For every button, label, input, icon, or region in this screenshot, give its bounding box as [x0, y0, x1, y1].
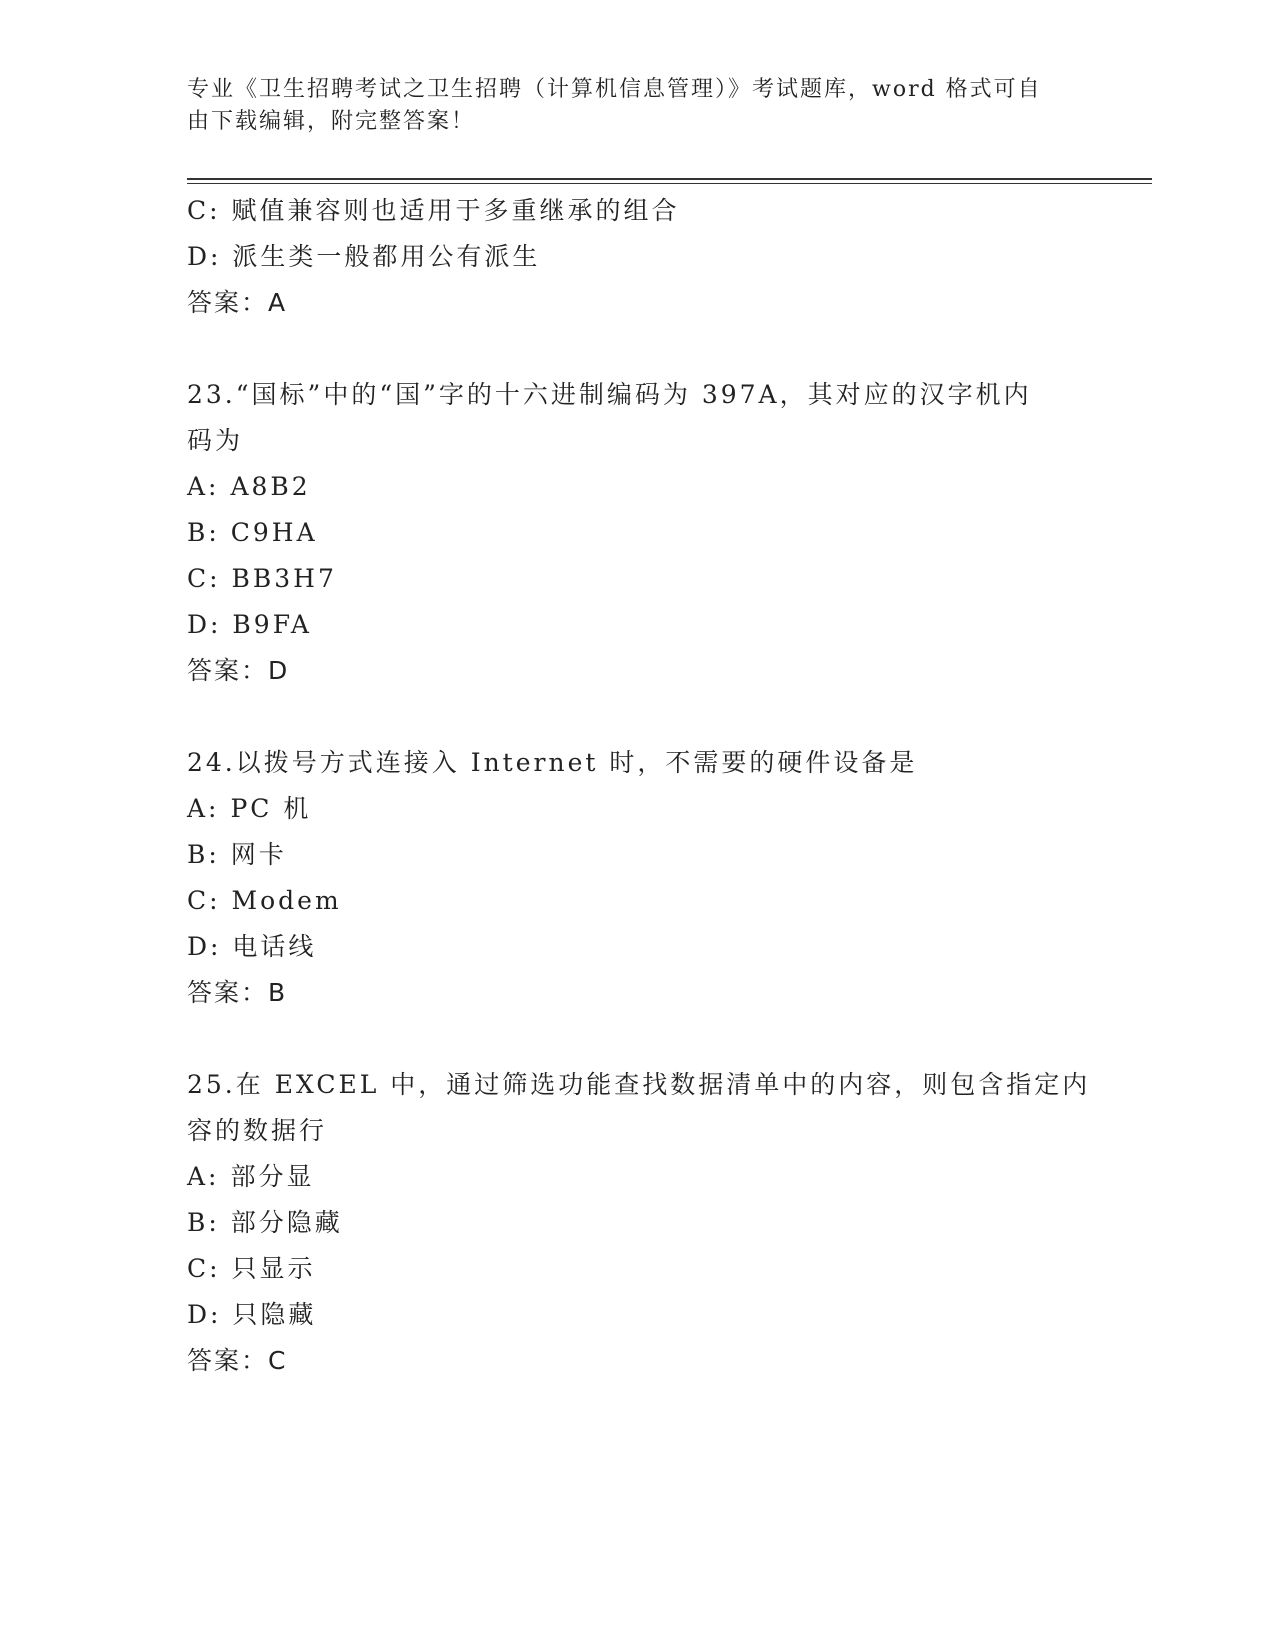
option-letter: A: [187, 794, 220, 823]
option-a [187, 1154, 1087, 1200]
option-text: BB3H7 [231, 564, 337, 593]
question-25-block [187, 1062, 1091, 1384]
option-letter: D: [187, 1300, 222, 1329]
option-text: 电话线 [232, 932, 317, 961]
option-letter: C: [187, 196, 221, 225]
option-b [187, 1200, 1087, 1246]
option-text: 只显示 [231, 1254, 316, 1283]
header-line-2: 由下载编辑，附完整答案！ [187, 109, 476, 134]
option-c [187, 1246, 1087, 1292]
option-letter: D: [187, 610, 222, 639]
question-text-line-1: 24.以拨号方式连接入 Internet 时，不需要的硬件设备是 [187, 748, 918, 777]
option-c [187, 878, 1087, 924]
option-a [187, 464, 1087, 510]
option-a [187, 786, 1087, 832]
option-text: 网卡 [230, 840, 287, 869]
option-letter: A: [187, 1162, 220, 1191]
option-letter: C: [187, 886, 221, 915]
spacer [187, 326, 1087, 372]
option-text: A8B2 [230, 472, 311, 501]
option-text: 只隐藏 [232, 1300, 317, 1329]
question-23-block [187, 372, 1087, 694]
option-letter: A: [187, 472, 220, 501]
spacer [187, 694, 1087, 740]
option-text: B9FA [232, 610, 312, 639]
question-24-block [187, 740, 1087, 1016]
question-text-line-2: 容的数据行 [187, 1116, 328, 1145]
option-text: C9HA [230, 518, 318, 547]
option-text: 赋值兼容则也适用于多重继承的组合 [231, 196, 680, 225]
option-letter: C: [187, 1254, 221, 1283]
option-letter: D: [187, 932, 222, 961]
option-d [187, 1292, 1087, 1338]
option-c [187, 188, 1087, 234]
option-d [187, 924, 1087, 970]
answer-line: 答案：D [187, 656, 290, 685]
option-d [187, 602, 1087, 648]
option-letter: B: [187, 1208, 220, 1237]
option-letter: D: [187, 242, 222, 271]
option-b [187, 832, 1087, 878]
option-b [187, 510, 1087, 556]
header-rule-thick [187, 178, 1152, 180]
option-letter: B: [187, 518, 220, 547]
answer-line: 答案：A [187, 288, 288, 317]
question-list [187, 188, 1091, 1384]
question-text-line-2: 码为 [187, 426, 244, 455]
option-letter: B: [187, 840, 220, 869]
option-text: Modem [231, 886, 342, 915]
question-text-line-1: 23.“国标”中的“国”字的十六进制编码为 397A，其对应的汉字机内 [187, 380, 1032, 409]
option-text: 部分隐藏 [230, 1208, 343, 1237]
answer-line: 答案：B [187, 978, 288, 1007]
header-rule-thin [187, 183, 1152, 184]
document-header [187, 74, 1087, 138]
prev-question-block [187, 188, 1087, 326]
option-d [187, 234, 1087, 280]
option-text: 派生类一般都用公有派生 [232, 242, 541, 271]
header-line-1: 专业《卫生招聘考试之卫生招聘（计算机信息管理）》考试题库，word 格式可自 [187, 77, 1042, 102]
option-text: 部分显 [230, 1162, 315, 1191]
option-letter: C: [187, 564, 221, 593]
answer-line: 答案：C [187, 1346, 288, 1375]
option-text: PC 机 [230, 794, 312, 823]
option-c [187, 556, 1087, 602]
question-text-line-1: 25.在 EXCEL 中，通过筛选功能查找数据清单中的内容，则包含指定内 [187, 1070, 1091, 1099]
spacer [187, 1016, 1087, 1062]
